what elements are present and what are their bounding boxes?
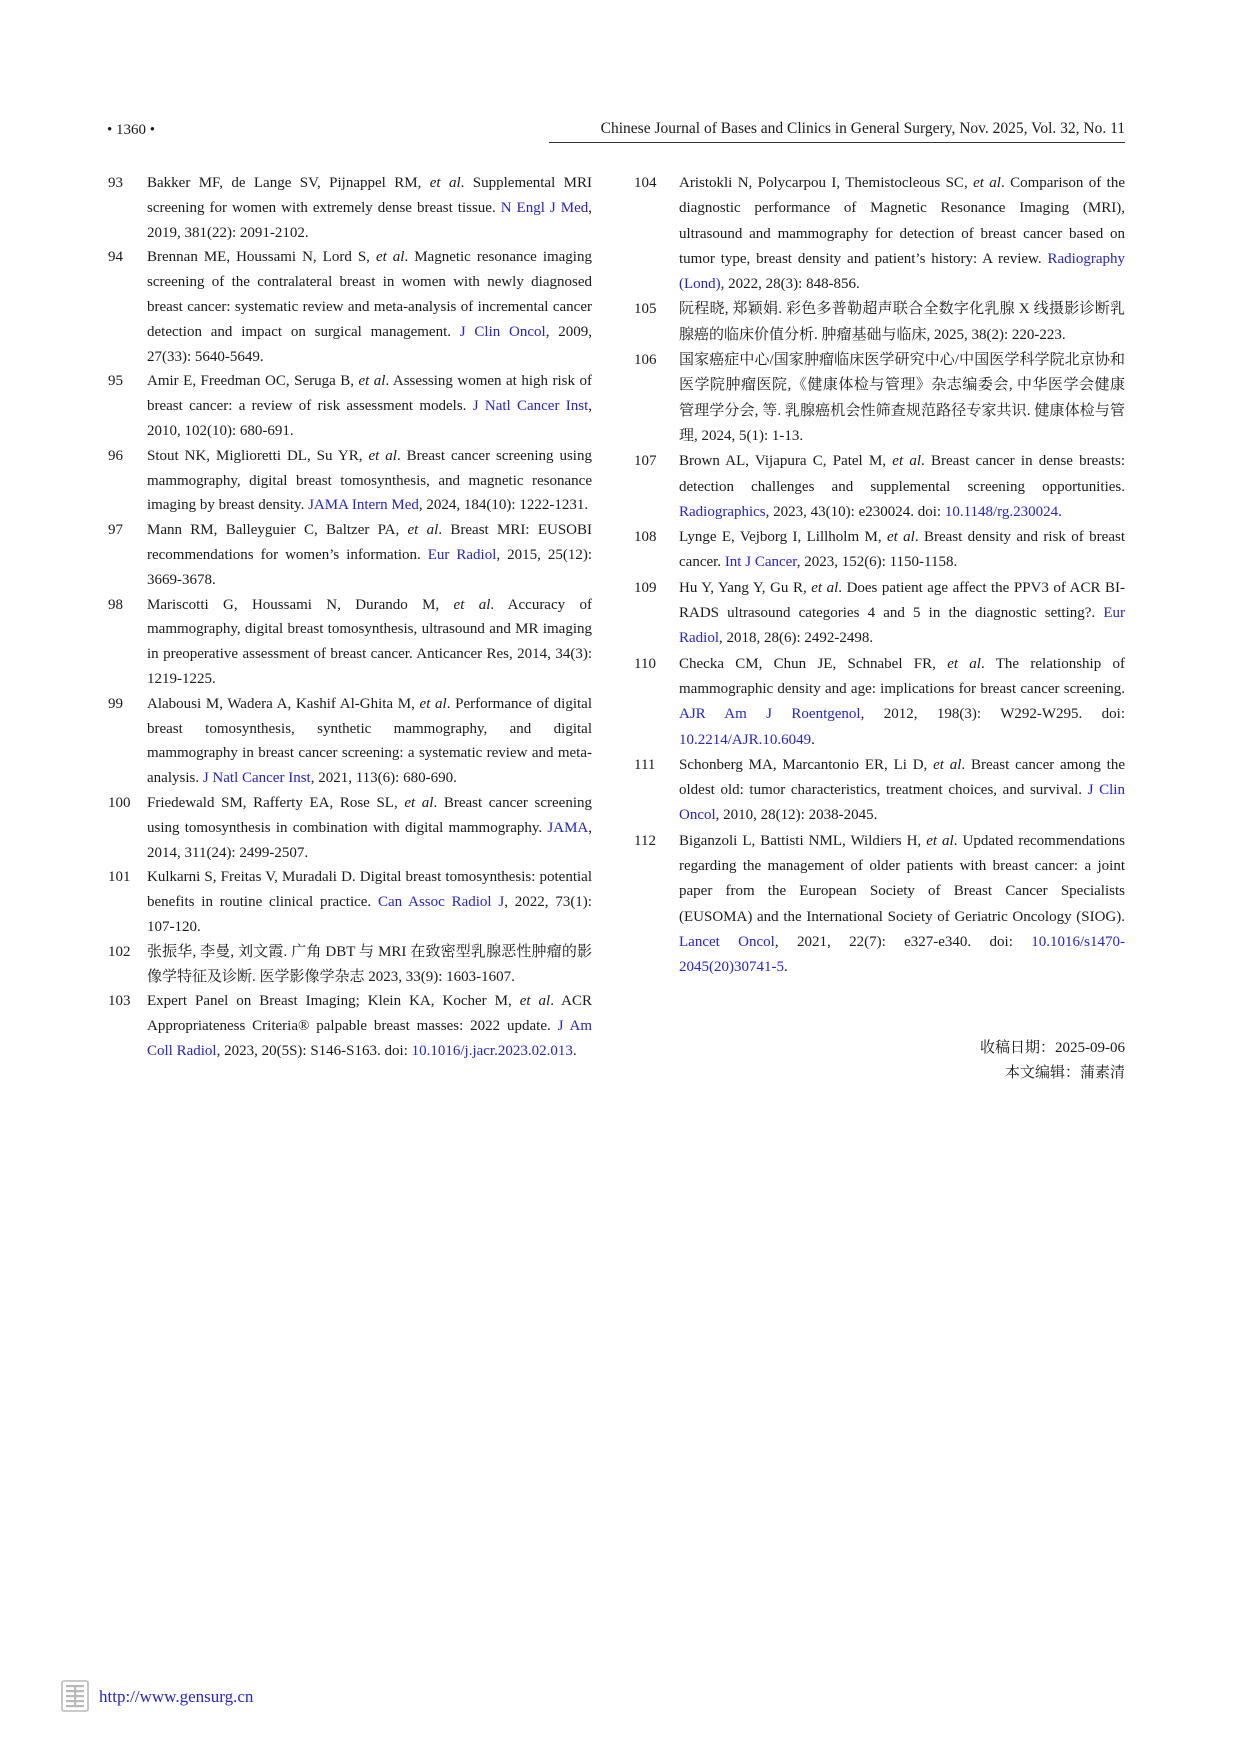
citation-text: . Magnetic resonance imaging screening of the contralateral breast in women with newly diagnosed breast cancer: systematic review and meta-analysis of incremental cancer detection and impact on surgical management. — [147, 249, 592, 340]
reference-number: 99 — [108, 695, 123, 712]
reference-number: 94 — [108, 249, 123, 266]
citation-text: . Breast density and risk of breast cancer. — [679, 529, 1125, 571]
journal-link[interactable]: Eur Radiol — [679, 605, 1125, 647]
citation-text: . Breast cancer among the oldest old: tumor characteristics, treatment choices, and survival. — [679, 756, 1125, 799]
reference-item — [634, 297, 1125, 348]
reference-citation — [679, 753, 1125, 829]
gensurg-logo-icon — [61, 1680, 89, 1712]
reference-number: 111 — [634, 756, 656, 773]
journal-link[interactable]: J Clin Oncol — [459, 323, 546, 340]
citation-text: . Does patient age affect the PPV3 of ACR BI-RADS ultrasound categories 4 and 5 in the diagnostic setting?. — [679, 579, 1125, 622]
reference-number: 109 — [634, 579, 657, 596]
reference-item — [108, 245, 592, 369]
reference-citation — [679, 449, 1125, 525]
citation-text: . — [811, 731, 815, 748]
reference-item — [108, 791, 592, 865]
journal-link[interactable]: Eur Radiol — [427, 546, 497, 563]
reference-number: 101 — [108, 869, 131, 886]
reference-number: 100 — [108, 794, 131, 811]
citation-text: 阮程晓, 郑颖娟. 彩色多普勒超声联合全数字化乳腺 X 线摄影诊断乳腺癌的临床价值分析. 肿瘤基础与临床, 2025, 38(2): 220-223. — [679, 301, 1125, 343]
et-al-text: et al — [407, 522, 439, 539]
reference-item — [108, 518, 592, 592]
reference-item — [108, 369, 592, 443]
reference-item — [634, 576, 1125, 652]
citation-text: , 2015, 25(12): 3669-3678. — [147, 546, 592, 588]
et-al-text: et al — [811, 579, 839, 596]
et-al-text: et al — [973, 175, 1001, 191]
citation-text: , 2012, 198(3): W292-W295. doi: — [860, 706, 1125, 723]
citation-text: . — [784, 959, 788, 976]
citation-text: Expert Panel on Breast Imaging; Klein KA, Kocher M, — [147, 993, 520, 1010]
reference-number: 107 — [634, 453, 657, 470]
et-al-text: et al — [453, 596, 491, 613]
reference-citation — [147, 245, 592, 369]
reference-number: 103 — [108, 993, 131, 1010]
reference-citation — [147, 369, 592, 443]
journal-link[interactable]: JAMA Intern Med — [308, 497, 419, 514]
citation-text: Checka CM, Chun JE, Schnabel FR, — [679, 655, 948, 672]
reference-citation — [679, 348, 1125, 449]
reference-number: 102 — [108, 943, 131, 960]
reference-number: 112 — [634, 832, 656, 849]
citation-text: Schonberg MA, Marcantonio ER, Li D, — [679, 756, 934, 773]
running-header-journal-title: Chinese Journal of Bases and Clinics in General Surgery, Nov. 2025, Vol. 32, No. 11 — [549, 118, 1125, 143]
reference-item — [108, 692, 592, 791]
citation-text: Brown AL, Vijapura C, Patel M, — [679, 453, 893, 470]
journal-link[interactable]: JAMA — [547, 819, 589, 836]
reference-item — [634, 171, 1125, 297]
journal-link[interactable]: Lancet Oncol — [679, 933, 775, 950]
reference-citation — [679, 652, 1125, 753]
references-left-column — [108, 171, 592, 1064]
citation-text: , 2024, 184(10): 1222-1231. — [418, 497, 589, 514]
reference-citation — [147, 791, 592, 865]
citation-text: 张振华, 李曼, 刘文霞. 广角 DBT 与 MRI 在致密型乳腺恶性肿瘤的影像学特征及诊断. 医学影像学杂志 2023, 33(9): 1603-1607. — [147, 943, 592, 985]
citation-text: Lynge E, Vejborg I, Lillholm M, — [679, 529, 887, 546]
reference-number: 104 — [634, 175, 657, 191]
reference-citation — [679, 171, 1125, 297]
journal-link[interactable]: Radiographics — [679, 503, 766, 520]
reference-citation — [147, 444, 592, 518]
reference-citation — [147, 593, 592, 692]
reference-item — [108, 171, 592, 245]
reference-item — [108, 444, 592, 518]
citation-text: . Breast cancer in dense breasts: detection challenges and supplemental screening opportunities. — [679, 453, 1125, 495]
et-al-text: et al — [419, 695, 447, 712]
reference-number: 97 — [108, 522, 123, 539]
et-al-text: et al — [926, 832, 954, 849]
citation-text: . ACR Appropriateness Criteria® palpable breast masses: 2022 update. — [147, 993, 592, 1035]
citation-text: , 2022, 73(1): 107-120. — [147, 894, 592, 935]
citation-text: , 2021, 113(6): 680-690. — [310, 770, 457, 787]
citation-text: . — [1058, 503, 1062, 520]
article-meta — [825, 1036, 1125, 1086]
citation-text: . Accuracy of mammography, digital breast tomosynthesis, ultrasound and MR imaging in preoperative assessment of breast cancer. Anticancer Res, 2014, 34(3): 1219-1225. — [147, 596, 592, 687]
citation-text: 国家癌症中心/国家肿瘤临床医学研究中心/中国医学科学院北京协和医学院肿瘤医院,《健康体检与管理》杂志编委会, 中华医学会健康管理学分会, 等. 乳腺癌机会性筛查规范路径专家共识. 健康体检与管理, 2024, 5(1): 1-13. — [679, 352, 1125, 444]
reference-citation — [147, 940, 592, 990]
reference-item — [634, 525, 1125, 576]
citation-text: , 2018, 28(6): 2492-2498. — [719, 630, 874, 647]
citation-text: . Supplemental MRI screening for women with extremely dense breast tissue. — [147, 175, 592, 216]
et-al-text: et al — [375, 249, 405, 266]
citation-text: , 2023, 43(10): e230024. doi: — [765, 503, 945, 520]
et-al-text: et al — [519, 993, 551, 1010]
citation-text: Bakker MF, de Lange SV, Pijnappel RM, — [147, 175, 430, 191]
citation-text: . The relationship of mammographic density and age: implications for breast cancer screening. — [679, 655, 1125, 697]
citation-text: , 2010, 28(12): 2038-2045. — [715, 807, 878, 824]
doi-link[interactable]: 10.1016/j.jacr.2023.02.013 — [411, 1042, 573, 1059]
reference-item — [634, 753, 1125, 829]
reference-number: 110 — [634, 655, 656, 672]
reference-number: 98 — [108, 596, 123, 613]
citation-text: Brennan ME, Houssami N, Lord S, — [147, 249, 376, 266]
citation-text: Friedewald SM, Rafferty EA, Rose SL, — [147, 794, 405, 811]
citation-text: . Breast cancer screening using tomosynthesis in combination with digital mammography. — [147, 794, 592, 836]
doi-link[interactable]: 10.1016/s1470-2045(20)30741-5 — [679, 933, 1125, 976]
doi-link[interactable]: 10.1148/rg.230024 — [944, 503, 1059, 520]
citation-text: Hu Y, Yang Y, Gu R, — [679, 579, 812, 596]
reference-citation — [147, 989, 592, 1063]
citation-text: . Performance of digital breast tomosynthesis, synthetic mammography, and digital mammography in breast cancer screening: a systematic review and meta-analysis. — [147, 695, 592, 787]
citation-text: . Updated recommendations regarding the management of older patients with breast cancer: a joint paper from the European Society of Breast Cancer Specialists (EUSOMA) and the International Society of Geriatric Oncology (SIOG). — [679, 832, 1125, 925]
received-date: 收稿日期：2025-09-06 — [980, 1040, 1125, 1056]
journal-link[interactable]: J Natl Cancer Inst — [202, 770, 311, 787]
citation-text: Biganzoli L, Battisti NML, Wildiers H, — [679, 832, 927, 849]
citation-text: , 2014, 311(24): 2499-2507. — [147, 819, 592, 861]
citation-text: . Breast cancer screening using mammography, digital breast tomosynthesis, and magnetic resonance imaging by breast density. — [147, 447, 592, 514]
reference-number: 93 — [108, 175, 123, 191]
citation-text: Stout NK, Miglioretti DL, Su YR, — [147, 447, 369, 464]
reference-item — [108, 593, 592, 692]
journal-link[interactable]: J Am Coll Radiol — [147, 1018, 592, 1059]
et-al-text: et al — [358, 373, 386, 390]
journal-link[interactable]: Can Assoc Radiol J — [377, 894, 505, 911]
references-right-column — [634, 171, 1125, 981]
reference-number: 106 — [634, 352, 657, 369]
page-number: • 1360 • — [107, 122, 156, 138]
citation-text: Alabousi M, Wadera A, Kashif Al-Ghita M, — [147, 695, 420, 712]
citation-text: , 2023, 20(5S): S146-S163. doi: — [216, 1042, 412, 1059]
citation-text: , 2022, 28(3): 848-856. — [720, 276, 860, 293]
reference-item — [634, 652, 1125, 753]
reference-number: 96 — [108, 447, 123, 464]
et-al-text: et al — [429, 175, 461, 191]
citation-text: , 2009, 27(33): 5640-5649. — [147, 323, 593, 365]
reference-citation — [147, 518, 592, 592]
citation-text: . Assessing women at high risk of breast cancer: a review of risk assessment models. — [147, 373, 592, 415]
reference-item — [634, 348, 1125, 449]
website-url-link[interactable]: http://www.gensurg.cn — [99, 1687, 254, 1706]
reference-citation — [679, 525, 1125, 576]
citation-text: Kulkarni S, Freitas V, Muradali D. Digital breast tomosynthesis: potential benefits in routine clinical practice. — [147, 869, 592, 911]
reference-citation — [679, 829, 1125, 981]
citation-text: Mariscotti G, Houssami N, Durando M, — [147, 596, 454, 613]
reference-citation — [147, 171, 592, 245]
et-al-text: et al — [886, 529, 915, 546]
citation-text: Aristokli N, Polycarpou I, Themistocleous SC, — [679, 175, 974, 191]
reference-item — [108, 989, 592, 1063]
et-al-text: et al — [892, 453, 922, 470]
doi-link[interactable]: 10.2214/AJR.10.6049 — [679, 731, 812, 748]
reference-item — [108, 940, 592, 990]
citation-text: . — [572, 1042, 577, 1059]
et-al-text: et al — [933, 756, 962, 773]
reference-citation — [147, 692, 592, 791]
reference-number: 108 — [634, 529, 657, 546]
citation-text: , 2019, 381(22): 2091-2102. — [147, 199, 592, 241]
journal-link[interactable]: J Natl Cancer Inst — [472, 398, 589, 415]
citation-text: . Comparison of the diagnostic performance of Magnetic Resonance Imaging (MRI), ultrasound and mammography for detection of breast cancer based on tumor type, breast density and patient’s history: A review. — [679, 175, 1125, 267]
et-al-text: et al — [947, 655, 981, 672]
et-al-text: et al — [404, 794, 434, 811]
journal-link[interactable]: Radiography (Lond) — [679, 250, 1125, 293]
journal-link[interactable]: Int J Cancer — [724, 554, 797, 571]
citation-text: Mann RM, Balleyguier C, Baltzer PA, — [147, 522, 408, 539]
et-al-text: et al — [368, 447, 397, 464]
reference-item — [634, 829, 1125, 981]
journal-link[interactable]: J Clin Oncol — [679, 782, 1125, 824]
citation-text: , 2021, 22(7): e327-e340. doi: — [774, 933, 1032, 950]
citation-text: Amir E, Freedman OC, Seruga B, — [147, 373, 359, 390]
editor-name: 本文编辑：蒲素清 — [1004, 1065, 1125, 1081]
reference-citation — [147, 865, 592, 939]
journal-link[interactable]: N Engl J Med — [500, 199, 589, 216]
citation-text: , 2010, 102(10): 680-691. — [147, 398, 593, 439]
reference-citation — [679, 297, 1125, 348]
reference-item — [108, 865, 592, 939]
citation-text: . Breast MRI: EUSOBI recommendations for women’s information. — [147, 522, 592, 563]
reference-citation — [679, 576, 1125, 652]
journal-link[interactable]: AJR Am J Roentgenol — [679, 706, 861, 723]
reference-number: 105 — [634, 301, 657, 318]
reference-number: 95 — [108, 373, 123, 390]
citation-text: , 2023, 152(6): 1150-1158. — [796, 554, 958, 571]
reference-item — [634, 449, 1125, 525]
